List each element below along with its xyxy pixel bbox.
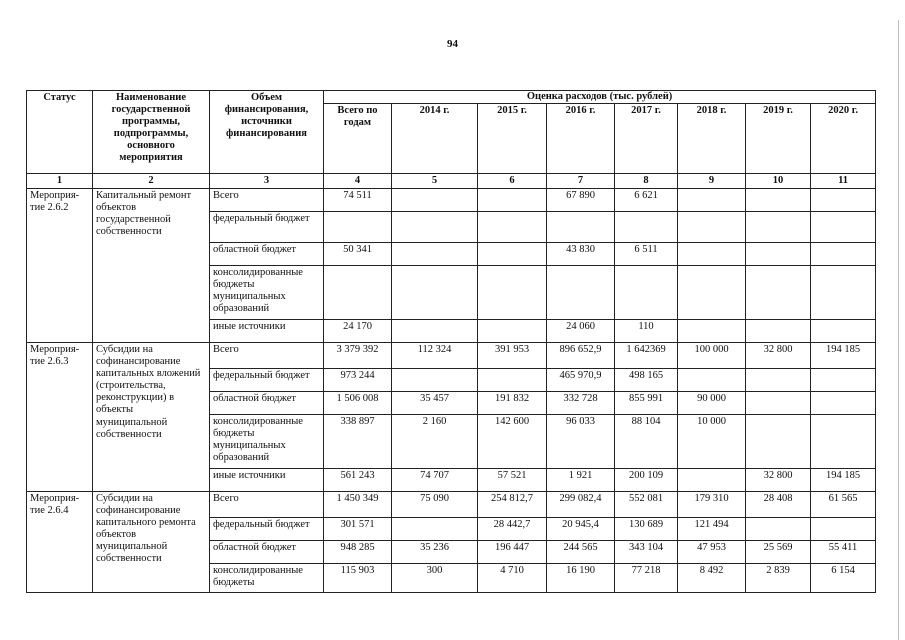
- year-value-cell: [392, 518, 478, 541]
- year-value-cell: 100 000: [678, 343, 746, 369]
- program-name-cell: Капитальный ремонт объектов государственной собственности: [93, 189, 210, 343]
- year-value-cell: 110: [615, 320, 678, 343]
- year-value-cell: 194 185: [811, 343, 876, 369]
- year-value-cell: 194 185: [811, 469, 876, 492]
- year-value-cell: [811, 415, 876, 469]
- total-value-cell: 74 511: [324, 189, 392, 212]
- year-value-cell: 90 000: [678, 392, 746, 415]
- year-value-cell: [678, 243, 746, 266]
- column-number: 7: [547, 174, 615, 189]
- year-value-cell: [678, 266, 746, 320]
- year-value-cell: [478, 266, 547, 320]
- year-value-cell: [746, 415, 811, 469]
- year-value-cell: 96 033: [547, 415, 615, 469]
- year-value-cell: [746, 212, 811, 243]
- year-value-cell: [811, 369, 876, 392]
- funding-source-cell: консолидированные бюджеты муниципальных образований: [210, 266, 324, 320]
- year-value-cell: 121 494: [678, 518, 746, 541]
- year-value-cell: [478, 243, 547, 266]
- year-value-cell: [615, 266, 678, 320]
- year-value-cell: [392, 212, 478, 243]
- year-value-cell: 179 310: [678, 492, 746, 518]
- column-number: 3: [210, 174, 324, 189]
- year-value-cell: 2 839: [746, 564, 811, 593]
- year-value-cell: 4 710: [478, 564, 547, 593]
- year-value-cell: 24 060: [547, 320, 615, 343]
- year-value-cell: [678, 189, 746, 212]
- year-value-cell: [678, 212, 746, 243]
- funding-source-cell: Всего: [210, 492, 324, 518]
- year-value-cell: 196 447: [478, 541, 547, 564]
- year-value-cell: 855 991: [615, 392, 678, 415]
- year-value-cell: 332 728: [547, 392, 615, 415]
- funding-source-cell: областной бюджет: [210, 541, 324, 564]
- year-value-cell: 2 160: [392, 415, 478, 469]
- status-cell: Мероприя-тие 2.6.3: [27, 343, 93, 492]
- column-number: 1: [27, 174, 93, 189]
- year-value-cell: [811, 189, 876, 212]
- year-value-cell: 75 090: [392, 492, 478, 518]
- funding-source-cell: федеральный бюджет: [210, 369, 324, 392]
- budget-table: [26, 90, 876, 593]
- year-value-cell: 6 511: [615, 243, 678, 266]
- year-value-cell: [746, 320, 811, 343]
- total-value-cell: 1 450 349: [324, 492, 392, 518]
- year-value-cell: 32 800: [746, 469, 811, 492]
- header-year: 2016 г.: [547, 104, 615, 174]
- year-value-cell: 391 953: [478, 343, 547, 369]
- funding-source-cell: Всего: [210, 189, 324, 212]
- total-value-cell: 301 571: [324, 518, 392, 541]
- year-value-cell: 1 642369: [615, 343, 678, 369]
- year-value-cell: [392, 369, 478, 392]
- year-value-cell: [746, 243, 811, 266]
- total-value-cell: [324, 212, 392, 243]
- year-value-cell: [678, 369, 746, 392]
- year-value-cell: 61 565: [811, 492, 876, 518]
- year-value-cell: 88 104: [615, 415, 678, 469]
- year-value-cell: 32 800: [746, 343, 811, 369]
- year-value-cell: [392, 189, 478, 212]
- header-year: 2018 г.: [678, 104, 746, 174]
- header-year: 2017 г.: [615, 104, 678, 174]
- year-value-cell: 25 569: [746, 541, 811, 564]
- column-number: 9: [678, 174, 746, 189]
- year-value-cell: [478, 189, 547, 212]
- funding-source-cell: федеральный бюджет: [210, 518, 324, 541]
- total-value-cell: 50 341: [324, 243, 392, 266]
- year-value-cell: 35 236: [392, 541, 478, 564]
- header-volume: Объем финансирования, источники финансирования: [210, 91, 324, 174]
- table-row: [27, 492, 876, 518]
- year-value-cell: 28 408: [746, 492, 811, 518]
- year-value-cell: [547, 212, 615, 243]
- year-value-cell: 55 411: [811, 541, 876, 564]
- year-value-cell: [811, 392, 876, 415]
- total-value-cell: 948 285: [324, 541, 392, 564]
- year-value-cell: [678, 320, 746, 343]
- year-value-cell: [392, 320, 478, 343]
- total-value-cell: [324, 266, 392, 320]
- header-name: Наименование государственной программы, подпрограммы, основного мероприятия: [93, 91, 210, 174]
- year-value-cell: 498 165: [615, 369, 678, 392]
- total-value-cell: 1 506 008: [324, 392, 392, 415]
- year-value-cell: 254 812,7: [478, 492, 547, 518]
- year-value-cell: 6 154: [811, 564, 876, 593]
- funding-source-cell: областной бюджет: [210, 392, 324, 415]
- year-value-cell: [811, 266, 876, 320]
- year-value-cell: 67 890: [547, 189, 615, 212]
- header-year: 2020 г.: [811, 104, 876, 174]
- year-value-cell: [746, 392, 811, 415]
- table-body: [27, 189, 876, 593]
- year-value-cell: [392, 243, 478, 266]
- year-value-cell: [678, 469, 746, 492]
- year-value-cell: 43 830: [547, 243, 615, 266]
- header-year: 2015 г.: [478, 104, 547, 174]
- program-name-cell: Субсидии на софинансирование капитального ремонта объектов муниципальной собственности: [93, 492, 210, 593]
- funding-source-cell: консолидированные бюджеты муниципальных образований: [210, 415, 324, 469]
- year-value-cell: [746, 518, 811, 541]
- funding-source-cell: Всего: [210, 343, 324, 369]
- total-value-cell: 3 379 392: [324, 343, 392, 369]
- status-cell: Мероприя-тие 2.6.4: [27, 492, 93, 593]
- year-value-cell: 142 600: [478, 415, 547, 469]
- year-value-cell: 465 970,9: [547, 369, 615, 392]
- year-value-cell: [478, 369, 547, 392]
- column-number-row: [27, 174, 876, 189]
- year-value-cell: 200 109: [615, 469, 678, 492]
- year-value-cell: 299 082,4: [547, 492, 615, 518]
- funding-source-cell: областной бюджет: [210, 243, 324, 266]
- year-value-cell: 8 492: [678, 564, 746, 593]
- year-value-cell: 35 457: [392, 392, 478, 415]
- year-value-cell: [811, 212, 876, 243]
- column-number: 10: [746, 174, 811, 189]
- year-value-cell: 552 081: [615, 492, 678, 518]
- year-value-cell: 1 921: [547, 469, 615, 492]
- total-value-cell: 115 903: [324, 564, 392, 593]
- header-year: 2019 г.: [746, 104, 811, 174]
- year-value-cell: [615, 212, 678, 243]
- total-value-cell: 24 170: [324, 320, 392, 343]
- year-value-cell: 57 521: [478, 469, 547, 492]
- year-value-cell: 20 945,4: [547, 518, 615, 541]
- year-value-cell: [746, 369, 811, 392]
- header-total: Всего по годам: [324, 104, 392, 174]
- column-number: 11: [811, 174, 876, 189]
- total-value-cell: 973 244: [324, 369, 392, 392]
- column-number: 6: [478, 174, 547, 189]
- page-number: 94: [447, 38, 458, 50]
- year-value-cell: [478, 320, 547, 343]
- year-value-cell: 130 689: [615, 518, 678, 541]
- year-value-cell: 244 565: [547, 541, 615, 564]
- year-value-cell: [547, 266, 615, 320]
- year-value-cell: [811, 320, 876, 343]
- program-name-cell: Субсидии на софинансирование капитальных вложений (строительства, реконструкции) в объекты муниципальной собственности: [93, 343, 210, 492]
- funding-source-cell: консолидированные бюджеты: [210, 564, 324, 593]
- column-number: 5: [392, 174, 478, 189]
- year-value-cell: 10 000: [678, 415, 746, 469]
- column-number: 8: [615, 174, 678, 189]
- year-value-cell: 28 442,7: [478, 518, 547, 541]
- table-row: [27, 189, 876, 212]
- header-year: 2014 г.: [392, 104, 478, 174]
- year-value-cell: [746, 189, 811, 212]
- column-number: 4: [324, 174, 392, 189]
- year-value-cell: 896 652,9: [547, 343, 615, 369]
- year-value-cell: 6 621: [615, 189, 678, 212]
- scan-edge-line: [898, 20, 899, 640]
- funding-source-cell: иные источники: [210, 320, 324, 343]
- header-status: Статус: [27, 91, 93, 174]
- column-number: 2: [93, 174, 210, 189]
- year-value-cell: [811, 518, 876, 541]
- year-value-cell: 16 190: [547, 564, 615, 593]
- year-value-cell: 77 218: [615, 564, 678, 593]
- year-value-cell: 74 707: [392, 469, 478, 492]
- year-value-cell: [392, 266, 478, 320]
- year-value-cell: 343 104: [615, 541, 678, 564]
- total-value-cell: 561 243: [324, 469, 392, 492]
- year-value-cell: [746, 266, 811, 320]
- year-value-cell: [478, 212, 547, 243]
- funding-source-cell: иные источники: [210, 469, 324, 492]
- year-value-cell: 47 953: [678, 541, 746, 564]
- status-cell: Мероприя-тие 2.6.2: [27, 189, 93, 343]
- total-value-cell: 338 897: [324, 415, 392, 469]
- funding-source-cell: федеральный бюджет: [210, 212, 324, 243]
- table-row: [27, 343, 876, 369]
- header-estimate: Оценка расходов (тыс. рублей): [324, 91, 876, 104]
- year-value-cell: [811, 243, 876, 266]
- year-value-cell: 191 832: [478, 392, 547, 415]
- year-value-cell: 112 324: [392, 343, 478, 369]
- year-value-cell: 300: [392, 564, 478, 593]
